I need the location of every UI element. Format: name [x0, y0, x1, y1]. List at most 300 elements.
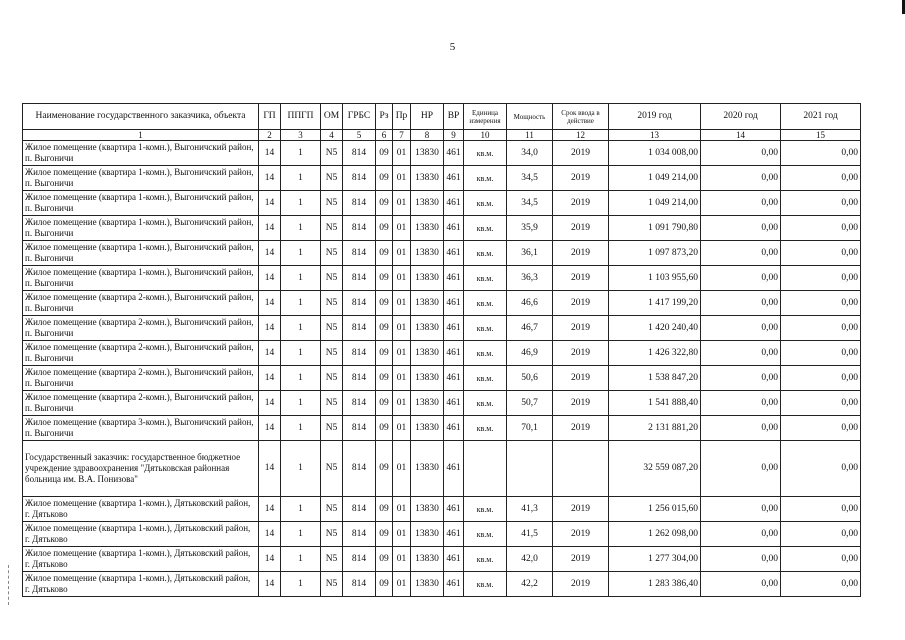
table-row: [23, 241, 861, 266]
row-name: Жилое помещение (квартира 1-комн.), Дятьковский район, г. Дятьково: [23, 547, 259, 572]
table-row: [23, 416, 861, 441]
row-term: 2019: [553, 547, 609, 572]
table-row: [23, 191, 861, 216]
row-gp: 14: [259, 341, 281, 366]
row-2019: 1 541 888,40: [609, 391, 701, 416]
row-2019: 1 034 008,00: [609, 141, 701, 166]
row-2021: 0,00: [781, 441, 861, 497]
row-nr: 13830: [411, 547, 444, 572]
row-grbs: 814: [343, 366, 376, 391]
row-nr: 13830: [411, 572, 444, 597]
row-2019: 1 417 199,20: [609, 291, 701, 316]
row-unit: кв.м.: [464, 416, 507, 441]
header-grbs: ГРБС: [343, 104, 376, 130]
row-om: N5: [321, 441, 343, 497]
row-rz: 09: [376, 141, 393, 166]
row-vr: 461: [444, 291, 464, 316]
row-2019: 1 049 214,00: [609, 191, 701, 216]
row-name: Жилое помещение (квартира 2-комн.), Выгоничский район, п. Выгоничи: [23, 391, 259, 416]
table-row: [23, 441, 861, 497]
row-gp: 14: [259, 522, 281, 547]
row-power: 46,6: [507, 291, 553, 316]
row-gp: 14: [259, 241, 281, 266]
row-2019: 1 538 847,20: [609, 366, 701, 391]
row-term: 2019: [553, 216, 609, 241]
row-term: 2019: [553, 166, 609, 191]
row-power: 36,1: [507, 241, 553, 266]
row-2019: 1 420 240,40: [609, 316, 701, 341]
row-power: 50,6: [507, 366, 553, 391]
header-nr: НР: [411, 104, 444, 130]
row-rz: 09: [376, 266, 393, 291]
row-2020: 0,00: [701, 391, 781, 416]
row-pr: 01: [393, 391, 411, 416]
row-2021: 0,00: [781, 572, 861, 597]
row-2020: 0,00: [701, 241, 781, 266]
row-power: 42,2: [507, 572, 553, 597]
col-number: 6: [376, 130, 393, 141]
col-number: 14: [701, 130, 781, 141]
row-rz: 09: [376, 497, 393, 522]
row-om: N5: [321, 191, 343, 216]
row-term: 2019: [553, 366, 609, 391]
row-name: Жилое помещение (квартира 2-комн.), Выгоничский район, п. Выгоничи: [23, 316, 259, 341]
row-power: 46,7: [507, 316, 553, 341]
row-unit: кв.м.: [464, 141, 507, 166]
row-rz: 09: [376, 416, 393, 441]
table-row: [23, 366, 861, 391]
row-pr: 01: [393, 497, 411, 522]
row-om: N5: [321, 141, 343, 166]
row-unit: кв.м.: [464, 341, 507, 366]
row-grbs: 814: [343, 572, 376, 597]
row-2020: 0,00: [701, 497, 781, 522]
row-2019: 1 091 790,80: [609, 216, 701, 241]
row-power: 46,9: [507, 341, 553, 366]
table-row: [23, 522, 861, 547]
row-term: 2019: [553, 291, 609, 316]
row-vr: 461: [444, 166, 464, 191]
row-grbs: 814: [343, 441, 376, 497]
row-grbs: 814: [343, 216, 376, 241]
row-om: N5: [321, 522, 343, 547]
row-gp: 14: [259, 316, 281, 341]
row-2021: 0,00: [781, 522, 861, 547]
row-term: 2019: [553, 191, 609, 216]
row-2021: 0,00: [781, 341, 861, 366]
row-ppgp: 1: [281, 291, 321, 316]
row-2021: 0,00: [781, 166, 861, 191]
row-2021: 0,00: [781, 497, 861, 522]
row-unit: [464, 441, 507, 497]
row-unit: кв.м.: [464, 216, 507, 241]
row-ppgp: 1: [281, 141, 321, 166]
col-number: 2: [259, 130, 281, 141]
row-ppgp: 1: [281, 266, 321, 291]
col-number: 5: [343, 130, 376, 141]
table-row: [23, 391, 861, 416]
row-2021: 0,00: [781, 547, 861, 572]
col-number: 4: [321, 130, 343, 141]
row-term: 2019: [553, 572, 609, 597]
row-2021: 0,00: [781, 291, 861, 316]
row-pr: 01: [393, 241, 411, 266]
row-name: Жилое помещение (квартира 2-комн.), Выгоничский район, п. Выгоничи: [23, 291, 259, 316]
row-2020: 0,00: [701, 522, 781, 547]
row-om: N5: [321, 291, 343, 316]
row-2020: 0,00: [701, 191, 781, 216]
row-power: 42,0: [507, 547, 553, 572]
row-pr: 01: [393, 522, 411, 547]
row-unit: кв.м.: [464, 391, 507, 416]
row-2020: 0,00: [701, 166, 781, 191]
row-nr: 13830: [411, 191, 444, 216]
row-pr: 01: [393, 216, 411, 241]
row-name: Жилое помещение (квартира 1-комн.), Выгоничский район, п. Выгоничи: [23, 141, 259, 166]
table-row: [23, 141, 861, 166]
row-rz: 09: [376, 291, 393, 316]
row-2019: 1 049 214,00: [609, 166, 701, 191]
row-2020: 0,00: [701, 316, 781, 341]
header-2020: 2020 год: [701, 104, 781, 130]
row-term: 2019: [553, 241, 609, 266]
row-name: Жилое помещение (квартира 1-комн.), Выгоничский район, п. Выгоничи: [23, 266, 259, 291]
row-term: 2019: [553, 316, 609, 341]
row-2021: 0,00: [781, 141, 861, 166]
row-2021: 0,00: [781, 216, 861, 241]
row-vr: 461: [444, 441, 464, 497]
row-2021: 0,00: [781, 241, 861, 266]
row-grbs: 814: [343, 522, 376, 547]
row-term: 2019: [553, 341, 609, 366]
row-2021: 0,00: [781, 316, 861, 341]
row-vr: 461: [444, 266, 464, 291]
row-ppgp: 1: [281, 572, 321, 597]
table-row: [23, 547, 861, 572]
table-row: [23, 291, 861, 316]
row-grbs: 814: [343, 391, 376, 416]
row-2019: 1 097 873,20: [609, 241, 701, 266]
row-2020: 0,00: [701, 291, 781, 316]
row-om: N5: [321, 266, 343, 291]
row-vr: 461: [444, 341, 464, 366]
col-number: 13: [609, 130, 701, 141]
row-term: 2019: [553, 391, 609, 416]
table-row: [23, 341, 861, 366]
row-unit: кв.м.: [464, 366, 507, 391]
row-gp: 14: [259, 191, 281, 216]
row-power: [507, 441, 553, 497]
row-unit: кв.м.: [464, 266, 507, 291]
row-2020: 0,00: [701, 416, 781, 441]
row-name: Жилое помещение (квартира 1-комн.), Дятьковский район, г. Дятьково: [23, 572, 259, 597]
row-pr: 01: [393, 291, 411, 316]
row-unit: кв.м.: [464, 166, 507, 191]
row-name: Жилое помещение (квартира 2-комн.), Выгоничский район, п. Выгоничи: [23, 366, 259, 391]
row-nr: 13830: [411, 166, 444, 191]
header-unit: Единица измерения: [464, 104, 507, 130]
row-name: Жилое помещение (квартира 1-комн.), Дятьковский район, г. Дятьково: [23, 522, 259, 547]
row-name: Жилое помещение (квартира 1-комн.), Дятьковский район, г. Дятьково: [23, 497, 259, 522]
row-gp: 14: [259, 441, 281, 497]
row-nr: 13830: [411, 497, 444, 522]
row-ppgp: 1: [281, 441, 321, 497]
row-2020: 0,00: [701, 366, 781, 391]
row-pr: 01: [393, 166, 411, 191]
row-grbs: 814: [343, 291, 376, 316]
row-vr: 461: [444, 191, 464, 216]
row-name: Жилое помещение (квартира 1-комн.), Выгоничский район, п. Выгоничи: [23, 216, 259, 241]
row-ppgp: 1: [281, 241, 321, 266]
row-2019: 1 103 955,60: [609, 266, 701, 291]
row-power: 36,3: [507, 266, 553, 291]
row-nr: 13830: [411, 341, 444, 366]
row-grbs: 814: [343, 416, 376, 441]
row-vr: 461: [444, 547, 464, 572]
row-2019: 1 262 098,00: [609, 522, 701, 547]
row-ppgp: 1: [281, 497, 321, 522]
row-rz: 09: [376, 316, 393, 341]
header-pr: Пр: [393, 104, 411, 130]
row-nr: 13830: [411, 266, 444, 291]
row-nr: 13830: [411, 366, 444, 391]
row-ppgp: 1: [281, 191, 321, 216]
row-vr: 461: [444, 141, 464, 166]
row-unit: кв.м.: [464, 572, 507, 597]
row-om: N5: [321, 366, 343, 391]
row-grbs: 814: [343, 316, 376, 341]
row-vr: 461: [444, 522, 464, 547]
row-ppgp: 1: [281, 416, 321, 441]
row-ppgp: 1: [281, 216, 321, 241]
row-pr: 01: [393, 191, 411, 216]
row-2021: 0,00: [781, 366, 861, 391]
row-name: Жилое помещение (квартира 3-комн.), Выгоничский район, п. Выгоничи: [23, 416, 259, 441]
header-row: [23, 104, 861, 130]
header-vr: ВР: [444, 104, 464, 130]
row-rz: 09: [376, 391, 393, 416]
row-om: N5: [321, 416, 343, 441]
row-grbs: 814: [343, 241, 376, 266]
row-2021: 0,00: [781, 416, 861, 441]
table-row: [23, 572, 861, 597]
table-row: [23, 216, 861, 241]
row-name: Жилое помещение (квартира 1-комн.), Выгоничский район, п. Выгоничи: [23, 191, 259, 216]
row-term: [553, 441, 609, 497]
row-gp: 14: [259, 216, 281, 241]
row-nr: 13830: [411, 391, 444, 416]
row-gp: 14: [259, 166, 281, 191]
col-number: 15: [781, 130, 861, 141]
col-number: 8: [411, 130, 444, 141]
row-pr: 01: [393, 441, 411, 497]
row-2020: 0,00: [701, 341, 781, 366]
row-power: 41,5: [507, 522, 553, 547]
row-om: N5: [321, 316, 343, 341]
row-2020: 0,00: [701, 216, 781, 241]
row-nr: 13830: [411, 316, 444, 341]
row-vr: 461: [444, 416, 464, 441]
row-rz: 09: [376, 241, 393, 266]
row-name: Жилое помещение (квартира 1-комн.), Выгоничский район, п. Выгоничи: [23, 241, 259, 266]
row-nr: 13830: [411, 216, 444, 241]
row-nr: 13830: [411, 416, 444, 441]
row-power: 70,1: [507, 416, 553, 441]
col-number: 10: [464, 130, 507, 141]
row-ppgp: 1: [281, 391, 321, 416]
row-vr: 461: [444, 216, 464, 241]
row-gp: 14: [259, 366, 281, 391]
row-ppgp: 1: [281, 547, 321, 572]
column-number-row: [23, 130, 861, 141]
row-om: N5: [321, 497, 343, 522]
row-grbs: 814: [343, 191, 376, 216]
page-number: 5: [449, 41, 456, 53]
row-term: 2019: [553, 416, 609, 441]
row-2020: 0,00: [701, 141, 781, 166]
row-2019: 1 256 015,60: [609, 497, 701, 522]
row-term: 2019: [553, 266, 609, 291]
row-power: 50,7: [507, 391, 553, 416]
header-2019: 2019 год: [609, 104, 701, 130]
row-name: Государственный заказчик: государственное бюджетное учреждение здравоохранения "Дятьковская районная больница им. В.А. Понизова": [23, 441, 259, 497]
row-pr: 01: [393, 416, 411, 441]
col-number: 7: [393, 130, 411, 141]
header-power: Мощность: [507, 104, 553, 130]
row-rz: 09: [376, 441, 393, 497]
row-unit: кв.м.: [464, 291, 507, 316]
row-om: N5: [321, 547, 343, 572]
col-number: 12: [553, 130, 609, 141]
row-nr: 13830: [411, 441, 444, 497]
row-gp: 14: [259, 547, 281, 572]
header-name: Наименование государственного заказчика, объекта: [23, 104, 259, 130]
header-ppgp: ППГП: [281, 104, 321, 130]
row-2020: 0,00: [701, 572, 781, 597]
row-nr: 13830: [411, 141, 444, 166]
row-om: N5: [321, 241, 343, 266]
row-ppgp: 1: [281, 341, 321, 366]
row-ppgp: 1: [281, 366, 321, 391]
row-2021: 0,00: [781, 266, 861, 291]
row-vr: 461: [444, 366, 464, 391]
row-gp: 14: [259, 572, 281, 597]
table-row: [23, 166, 861, 191]
row-term: 2019: [553, 522, 609, 547]
header-rz: Рз: [376, 104, 393, 130]
row-ppgp: 1: [281, 166, 321, 191]
row-unit: кв.м.: [464, 241, 507, 266]
row-om: N5: [321, 166, 343, 191]
row-2020: 0,00: [701, 547, 781, 572]
row-om: N5: [321, 341, 343, 366]
scan-dash-mark: [8, 565, 10, 605]
col-number: 9: [444, 130, 464, 141]
row-gp: 14: [259, 141, 281, 166]
row-unit: кв.м.: [464, 316, 507, 341]
row-2019: 1 277 304,00: [609, 547, 701, 572]
table-row: [23, 497, 861, 522]
budget-table: [22, 103, 861, 597]
header-gp: ГП: [259, 104, 281, 130]
table-row: [23, 266, 861, 291]
row-pr: 01: [393, 266, 411, 291]
row-rz: 09: [376, 547, 393, 572]
row-ppgp: 1: [281, 316, 321, 341]
row-om: N5: [321, 391, 343, 416]
row-rz: 09: [376, 366, 393, 391]
row-pr: 01: [393, 366, 411, 391]
row-grbs: 814: [343, 266, 376, 291]
header-om: ОМ: [321, 104, 343, 130]
row-power: 41,3: [507, 497, 553, 522]
row-grbs: 814: [343, 497, 376, 522]
row-unit: кв.м.: [464, 522, 507, 547]
row-2019: 1 426 322,80: [609, 341, 701, 366]
row-pr: 01: [393, 316, 411, 341]
row-2019: 1 283 386,40: [609, 572, 701, 597]
row-nr: 13830: [411, 241, 444, 266]
row-2019: 32 559 087,20: [609, 441, 701, 497]
row-2020: 0,00: [701, 266, 781, 291]
row-power: 34,5: [507, 166, 553, 191]
col-number: 1: [23, 130, 259, 141]
row-vr: 461: [444, 572, 464, 597]
row-nr: 13830: [411, 291, 444, 316]
header-2021: 2021 год: [781, 104, 861, 130]
col-number: 3: [281, 130, 321, 141]
row-name: Жилое помещение (квартира 1-комн.), Выгоничский район, п. Выгоничи: [23, 166, 259, 191]
row-pr: 01: [393, 141, 411, 166]
row-power: 34,5: [507, 191, 553, 216]
row-grbs: 814: [343, 141, 376, 166]
row-grbs: 814: [343, 166, 376, 191]
row-pr: 01: [393, 572, 411, 597]
row-term: 2019: [553, 497, 609, 522]
row-2020: 0,00: [701, 441, 781, 497]
row-term: 2019: [553, 141, 609, 166]
row-rz: 09: [376, 341, 393, 366]
row-unit: кв.м.: [464, 547, 507, 572]
row-gp: 14: [259, 497, 281, 522]
row-vr: 461: [444, 391, 464, 416]
col-number: 11: [507, 130, 553, 141]
header-term: Срок ввода в действие: [553, 104, 609, 130]
row-2021: 0,00: [781, 191, 861, 216]
row-om: N5: [321, 216, 343, 241]
row-unit: кв.м.: [464, 497, 507, 522]
row-vr: 461: [444, 241, 464, 266]
row-vr: 461: [444, 497, 464, 522]
row-gp: 14: [259, 291, 281, 316]
row-unit: кв.м.: [464, 191, 507, 216]
row-2019: 2 131 881,20: [609, 416, 701, 441]
table-row: [23, 316, 861, 341]
row-om: N5: [321, 572, 343, 597]
row-grbs: 814: [343, 547, 376, 572]
row-rz: 09: [376, 216, 393, 241]
row-name: Жилое помещение (квартира 2-комн.), Выгоничский район, п. Выгоничи: [23, 341, 259, 366]
row-power: 35,9: [507, 216, 553, 241]
row-2021: 0,00: [781, 391, 861, 416]
row-gp: 14: [259, 416, 281, 441]
row-rz: 09: [376, 166, 393, 191]
row-pr: 01: [393, 547, 411, 572]
row-pr: 01: [393, 341, 411, 366]
row-vr: 461: [444, 316, 464, 341]
row-ppgp: 1: [281, 522, 321, 547]
row-nr: 13830: [411, 522, 444, 547]
